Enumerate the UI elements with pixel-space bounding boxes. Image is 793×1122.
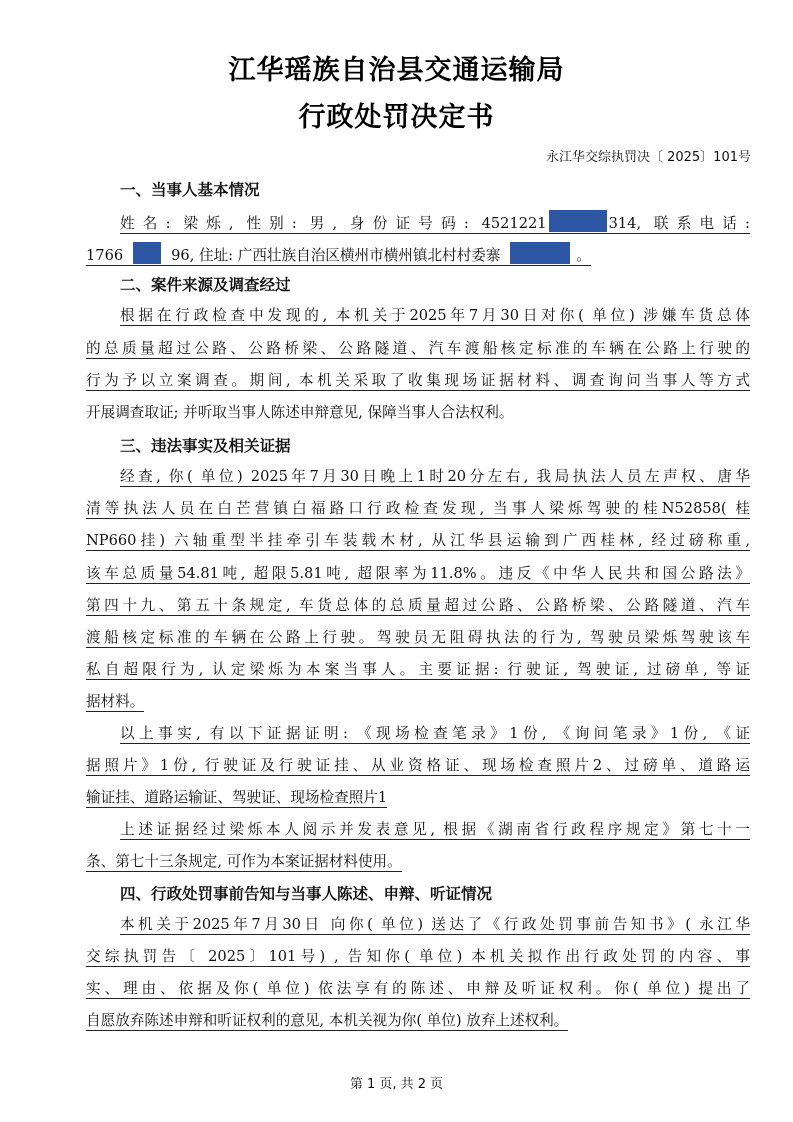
paragraph-line: 上述证据经过梁烁本人阅示并发表意见, 根据《湖南省行政程序规定》第七十一 (120, 821, 750, 838)
paragraph-line: 条、第七十三条规定, 可作为本案证据材料使用。 (86, 853, 402, 870)
paragraph-line: 本机关于2025年7月30日 向你( 单位) 送达了《行政处罚事前告知书》( 永江华 (120, 916, 750, 933)
redaction-block (549, 210, 607, 232)
paragraph-line: 自愿放弃陈述申辩和听证权利的意见, 本机关视为你( 单位) 放弃上述权利。 (86, 1012, 569, 1029)
redaction-block (133, 242, 161, 264)
redaction-block (510, 242, 570, 264)
paragraph-line: 经查, 你( 单位) 2025年7月30日晚上1时20分左右, 我局执法人员左声权、唐华 (120, 468, 750, 485)
address-text: 96, 住址: 广西壮族自治区横州市横州镇北村村委寨 (171, 247, 501, 264)
paragraph-line: 清等执法人员在白芒营镇白福路口行政检查发现, 当事人梁烁驾驶的桂N52858( 桂 (86, 500, 750, 517)
party-info-line-1 (120, 210, 750, 235)
document-type-title: 行政处罚决定书 (298, 102, 495, 133)
phone-prefix: 1766 (86, 247, 124, 264)
paragraph-line: 私自超限行为, 认定梁烁为本案当事人。主要证据: 行驶证, 驾驶证, 过磅单, 等证 (86, 661, 750, 678)
party-info-line-2 (86, 242, 750, 267)
section-1-heading: 一、当事人基本情况 (120, 181, 260, 199)
paragraph-line: 以上事实, 有以下证据证明: 《现场检查笔录》1份, 《询问笔录》1份, 《证 (120, 725, 750, 742)
page-number: 第 1 页, 共 2 页 (349, 1077, 444, 1092)
address-end: 。 (576, 247, 592, 264)
paragraph-line: 该车总质量54.81吨, 超限5.81吨, 超限率为11.8%。违反《中华人民共和国公路法》 (86, 565, 750, 582)
paragraph-line: 实、理由、依据及你( 单位) 依法享有的陈述、申辩及听证权利。你( 单位) 提出了 (86, 980, 750, 997)
section-3-heading: 三、违法事实及相关证据 (120, 437, 291, 455)
party-name-id-text: 姓名: 梁烁, 性别: 男, 身份证号码: 4521221 (120, 215, 547, 232)
paragraph-line: 开展调查取证; 并听取当事人陈述申辩意见, 保障当事人合法权利。 (86, 404, 514, 421)
paragraph-line: 输证挂、道路运输证、驾驶证、现场检查照片1 (86, 789, 388, 806)
paragraph-line: NP660挂) 六轴重型半挂牵引车装载木材, 从江华县运输到广西桂林, 经过磅称重, (86, 532, 750, 549)
paragraph-line: 根据在行政检查中发现的, 本机关于2025年7月30日对你( 单位) 涉嫌车货总体 (120, 307, 750, 324)
paragraph-line: 据材料。 (86, 693, 145, 710)
document-number: 永江华交综执罚决〔 2025〕101号 (545, 150, 751, 165)
paragraph-line: 据照片》1份, 行驶证及行驶证挂、从业资格证、现场检查照片2、过磅单、道路运 (86, 757, 750, 774)
section-4-heading: 四、行政处罚事前告知与当事人陈述、申辩、听证情况 (120, 885, 493, 903)
paragraph-line: 第四十九、第五十条规定, 车货总体的总质量超过公路、公路桥梁、公路隧道、汽车 (86, 597, 750, 614)
paragraph-line: 交综执罚告〔 2025〕101号) , 告知你( 单位) 本机关拟作出行政处罚的内容、事 (86, 948, 750, 965)
paragraph-line: 行为予以立案调查。期间, 本机关采取了收集现场证据材料、调查询问当事人等方式 (86, 372, 750, 389)
party-phone-label: 314, 联系电话: (608, 215, 750, 232)
paragraph-line: 的总质量超过公路、公路桥梁、公路隧道、汽车渡船核定标准的车辆在公路上行驶的 (86, 340, 750, 357)
section-2-heading: 二、案件来源及调查经过 (120, 276, 291, 294)
org-title: 江华瑶族自治县交通运输局 (228, 55, 565, 86)
paragraph-line: 渡船核定标准的车辆在公路上行驶。驾驶员无阻碍执法的行为, 驾驶员梁烁驾驶该车 (86, 629, 750, 646)
